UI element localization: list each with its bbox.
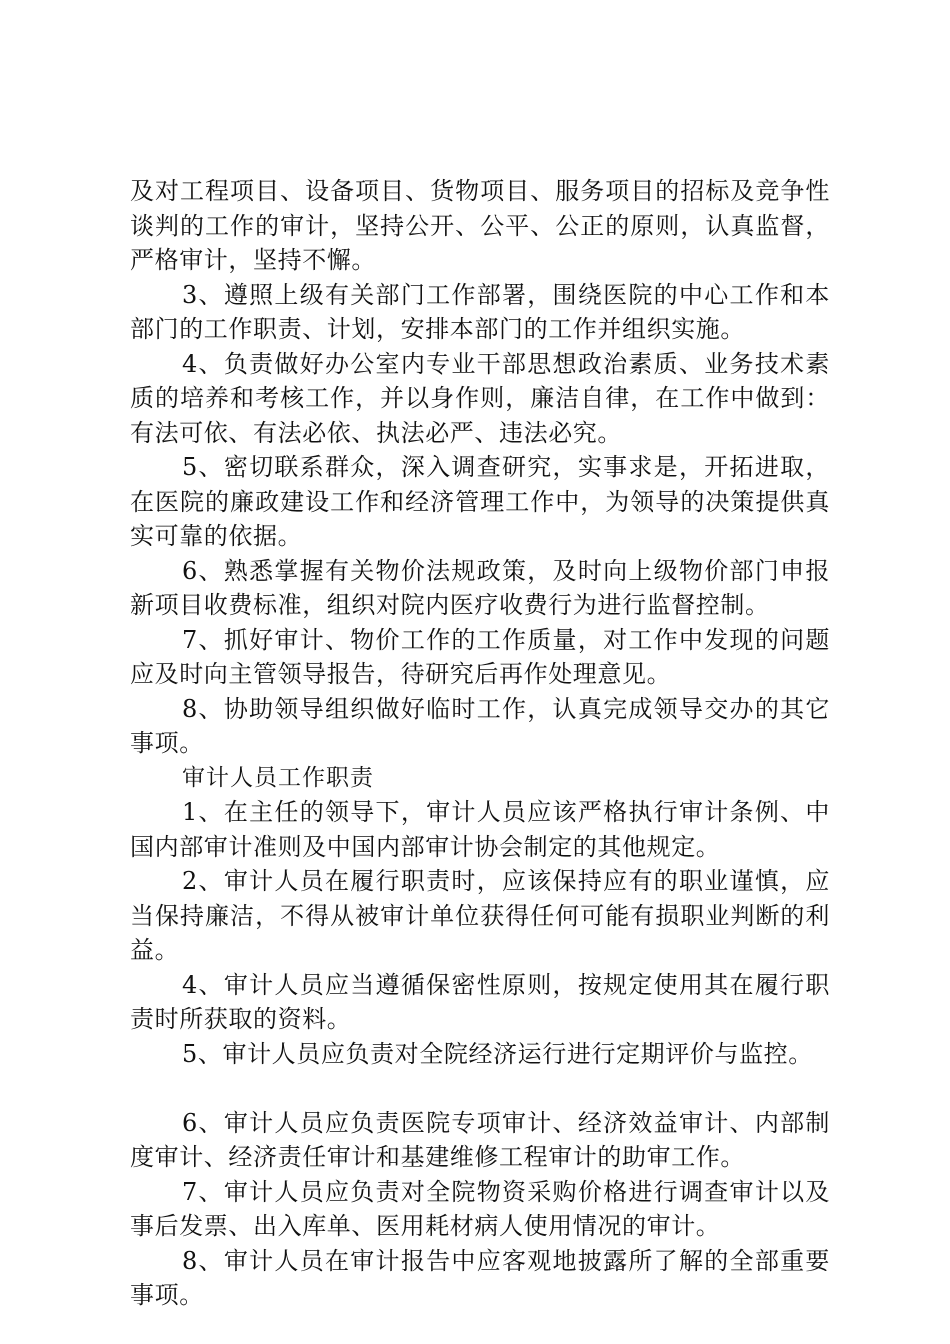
paragraph-item-7: 7、抓好审计、物价工作的工作质量，对工作中发现的问题应及时向主管领导报告，待研究后再作处理意见。 — [130, 625, 830, 688]
blank-line — [130, 1071, 830, 1106]
paragraph-continuation: 及对工程项目、设备项目、货物项目、服务项目的招标及竞争性谈判的工作的审计，坚持公开、公平、公正的原则，认真监督，严格审计，坚持不懈。 — [130, 177, 830, 274]
paragraph-item-5: 5、密切联系群众，深入调查研究，实事求是，开拓进取，在医院的廉政建设工作和经济管理工作中，为领导的决策提供真实可靠的依据。 — [130, 453, 830, 550]
section-paragraph-7: 7、审计人员应负责对全院物资采购价格进行调查审计以及事后发票、出入库单、医用耗材病人使用情况的审计。 — [130, 1177, 830, 1240]
paragraph-item-4: 4、负责做好办公室内专业干部思想政治素质、业务技术素质的培养和考核工作，并以身作则，廉洁自律，在工作中做到：有法可依、有法必依、执法必严、违法必究。 — [130, 349, 830, 447]
section-heading: 审计人员工作职责 — [182, 764, 374, 791]
document-page — [130, 174, 830, 1313]
section-paragraph-6: 6、审计人员应负责医院专项审计、经济效益审计、内部制度审计、经济责任审计和基建维修工程审计的助审工作。 — [130, 1108, 830, 1171]
section-paragraph-4: 4、审计人员应当遵循保密性原则，按规定使用其在履行职责时所获取的资料。 — [130, 970, 830, 1033]
section-paragraph-5: 5、审计人员应负责对全院经济运行进行定期评价与监控。 — [182, 1039, 813, 1068]
section-paragraph-8: 8、审计人员在审计报告中应客观地披露所了解的全部重要事项。 — [130, 1246, 830, 1309]
section-paragraph-1: 1、在主任的领导下，审计人员应该严格执行审计条例、中国内部审计准则及中国内部审计协会制定的其他规定。 — [130, 798, 830, 861]
paragraph-item-8: 8、协助领导组织做好临时工作，认真完成领导交办的其它事项。 — [130, 694, 830, 757]
section-paragraph-2: 2、审计人员在履行职责时，应该保持应有的职业谨慎，应当保持廉洁，不得从被审计单位获得任何可能有损职业判断的利益。 — [130, 867, 830, 964]
paragraph-item-3: 3、遵照上级有关部门工作部署，围绕医院的中心工作和本部门的工作职责、计划，安排本部门的工作并组织实施。 — [130, 280, 830, 343]
paragraph-item-6: 6、熟悉掌握有关物价法规政策，及时向上级物价部门申报新项目收费标准，组织对院内医疗收费行为进行监督控制。 — [130, 556, 830, 619]
